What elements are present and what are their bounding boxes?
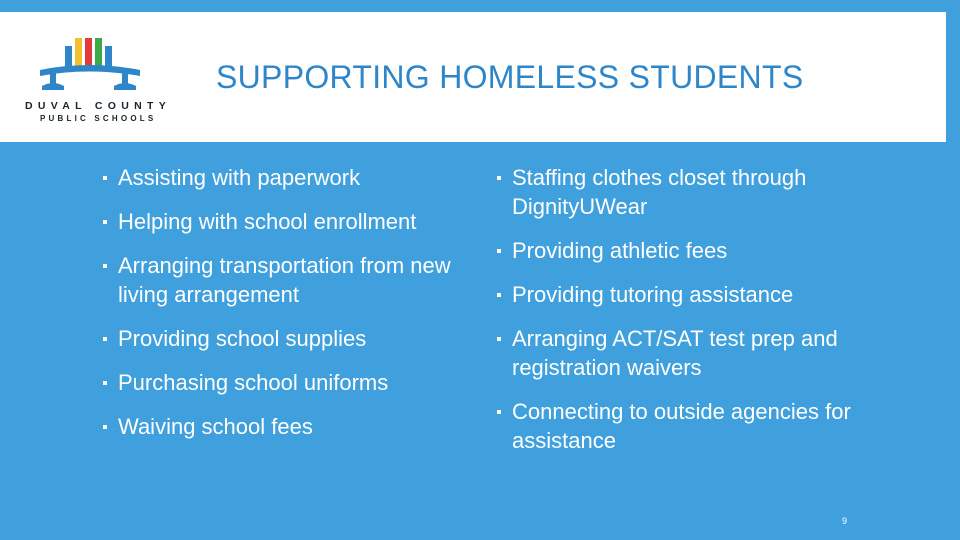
list-item-text: Assisting with paperwork bbox=[118, 165, 361, 190]
list-item bbox=[496, 324, 876, 382]
bullet-icon bbox=[497, 293, 501, 297]
list-item-text: Purchasing school uniforms bbox=[118, 370, 389, 395]
logo-text-line2: PUBLIC SCHOOLS bbox=[40, 114, 157, 123]
logo-bridge-foot-right bbox=[114, 83, 136, 90]
bullet-icon bbox=[497, 410, 501, 414]
bridge-logo-icon bbox=[22, 30, 172, 100]
list-item-text: Staffing clothes closet through DignityUWear bbox=[512, 165, 807, 219]
list-item-text: Waiving school fees bbox=[118, 414, 313, 439]
logo-bar-red bbox=[85, 38, 92, 68]
left-bullet-list bbox=[102, 163, 472, 456]
list-item-text: Arranging transportation from new living arrangement bbox=[118, 253, 451, 307]
page-number: 9 bbox=[842, 516, 848, 526]
bullet-icon bbox=[103, 176, 107, 180]
right-bullet-list bbox=[496, 163, 876, 470]
bullet-icon bbox=[103, 425, 107, 429]
list-item bbox=[496, 236, 876, 265]
bullet-icon bbox=[497, 249, 501, 253]
list-item bbox=[496, 280, 876, 309]
bullet-icon bbox=[103, 337, 107, 341]
list-item bbox=[102, 251, 472, 309]
bullet-icon bbox=[497, 176, 501, 180]
list-item bbox=[102, 412, 472, 441]
list-item-text: Providing tutoring assistance bbox=[512, 282, 794, 307]
list-item bbox=[102, 324, 472, 353]
bullet-icon bbox=[497, 337, 501, 341]
list-item bbox=[102, 368, 472, 397]
list-item bbox=[102, 207, 472, 236]
list-item bbox=[102, 163, 472, 192]
list-item bbox=[496, 397, 876, 455]
duval-county-logo bbox=[22, 30, 172, 123]
logo-bar-green bbox=[95, 38, 102, 68]
list-item-text: Helping with school enrollment bbox=[118, 209, 417, 234]
logo-text-line1: DUVAL COUNTY bbox=[25, 100, 172, 112]
list-item-text: Providing school supplies bbox=[118, 326, 367, 351]
bullet-icon bbox=[103, 381, 107, 385]
slide-header bbox=[0, 12, 946, 142]
bullet-icon bbox=[103, 220, 107, 224]
slide-title: SUPPORTING HOMELESS STUDENTS bbox=[216, 59, 804, 95]
list-item-text: Providing athletic fees bbox=[512, 238, 728, 263]
list-item-text: Arranging ACT/SAT test prep and registration waivers bbox=[512, 326, 838, 380]
list-item-text: Connecting to outside agencies for assistance bbox=[512, 399, 851, 453]
logo-bridge-foot-left bbox=[42, 83, 64, 90]
logo-bar-yellow bbox=[75, 38, 82, 68]
bullet-icon bbox=[103, 264, 107, 268]
list-item bbox=[496, 163, 876, 221]
